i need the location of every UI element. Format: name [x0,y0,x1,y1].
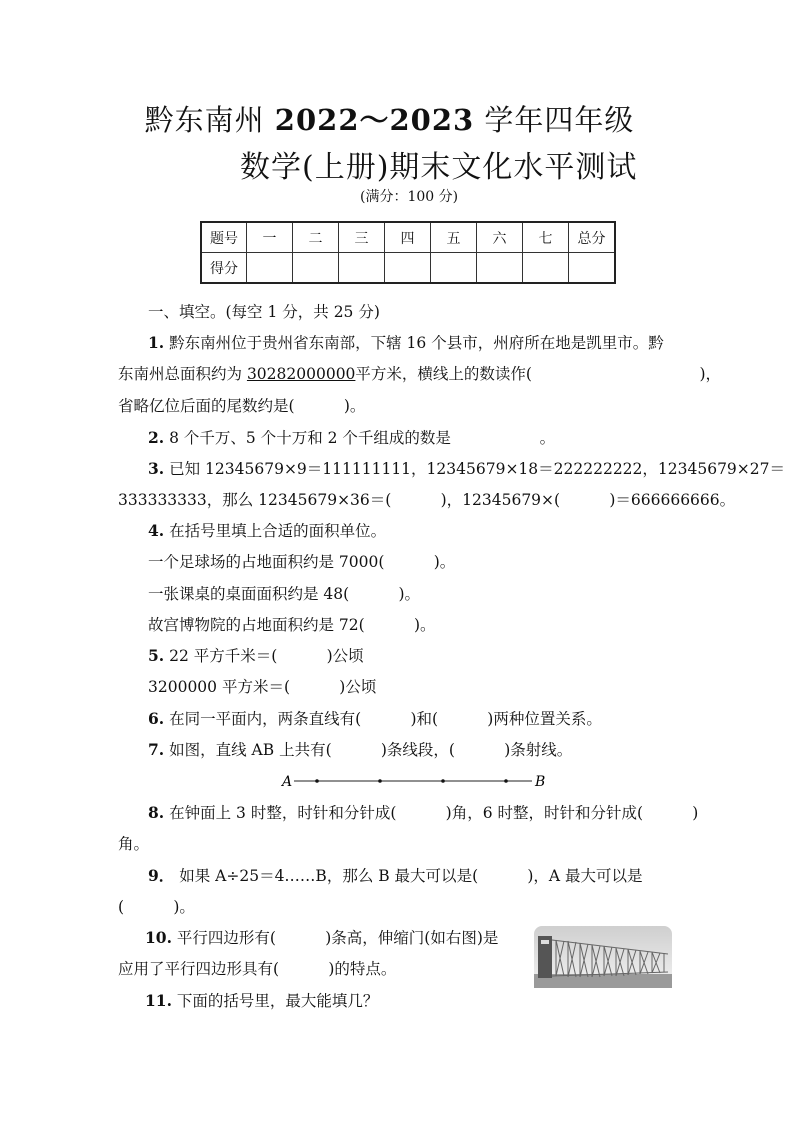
q10-number: 10. [145,928,172,947]
q4-item-desk: 一张课桌的桌面面积约是 48( )。 [148,585,421,603]
score-table-header-label: 题号 [201,222,247,253]
q2-number: 2. [148,428,165,447]
q1-text2-pre: 东南州总面积约为 [118,365,247,383]
point-b-label: B [535,774,546,790]
line-ab-svg [280,772,550,792]
q10-line2: 应用了平行四边形具有( )的特点。 [118,960,397,978]
q3-line1 [148,457,785,479]
q1-number: 1. [148,333,165,352]
line-ab-diagram [280,772,550,792]
q1-text2-post: 平方米，横线上的数读作( )， [355,365,722,383]
q11-text: 下面的括号里，最大能填几？ [176,992,379,1010]
score-cell[interactable] [385,253,431,284]
point-a-label: A [282,774,293,790]
q8-line2: 角。 [118,835,150,853]
q3-text: 已知 12345679×9＝111111111，12345679×18＝222222222，12345679×27＝ [169,460,786,478]
q6-text: 在同一平面内，两条直线有( )和( )两种位置关系。 [169,710,602,728]
q11-number: 11. [145,991,172,1010]
q9-line2: ( )。 [118,898,195,916]
score-col-5: 五 [431,222,477,253]
q7-text: 如图，直线 AB 上共有( )条线段，( )条射线。 [169,741,573,759]
section1-heading: 一、填空。(每空 1 分，共 25 分) [148,303,380,321]
q1-line1 [148,331,664,353]
q6 [148,707,602,729]
q8-number: 8. [148,803,165,822]
q5-text: 22 平方千米＝( )公顷 [169,647,364,665]
score-col-3: 三 [339,222,385,253]
point-dot [441,779,445,783]
score-col-4: 四 [385,222,431,253]
q9-text: 如果 A÷25＝4……B，那么 B 最大可以是( )，A 最大可以是 [179,867,643,885]
q7 [148,738,572,760]
telescopic-gate-image [534,926,672,988]
point-dot [504,779,508,783]
point-dot [378,779,382,783]
q4-item-football: 一个足球场的占地面积约是 7000( )。 [148,553,456,571]
title-years: 2022～2023 [274,103,475,137]
q1-text: 黔东南州位于贵州省东南部，下辖 16 个县市，州府所在地是凯里市。黔 [169,334,664,352]
q1-line3: 省略亿位后面的尾数约是( )。 [118,397,366,415]
q8-line1 [148,801,698,823]
q1-underlined-number: 30282000000 [246,365,356,383]
q9-line1 [148,864,643,886]
q9-number: 9． [148,866,175,885]
score-col-total: 总分 [569,222,616,253]
score-cell[interactable] [477,253,523,284]
q4-text: 在括号里填上合适的面积单位。 [169,522,387,540]
score-col-2: 二 [293,222,339,253]
score-col-1: 一 [247,222,293,253]
q1-line2 [118,362,721,384]
score-table-header-row [201,222,615,253]
score-cell[interactable] [247,253,293,284]
q2 [148,426,555,448]
q5-line2: 3200000 平方米＝( )公顷 [148,678,377,696]
score-table-row-label: 得分 [201,253,247,284]
q3-number: 3. [148,459,165,478]
score-cell[interactable] [523,253,569,284]
q4 [148,519,386,541]
full-score-note: (满分：100 分) [360,189,459,205]
score-col-7: 七 [523,222,569,253]
q5-number: 5. [148,646,165,665]
exam-title-line1 [0,98,794,139]
q4-item-museum: 故宫博物院的占地面积约是 72( )。 [148,616,436,634]
score-table [200,221,616,284]
q7-number: 7. [148,740,165,759]
q10-line1 [145,926,498,948]
q11 [145,989,378,1011]
score-cell[interactable] [293,253,339,284]
score-table-score-row [201,253,615,284]
score-col-6: 六 [477,222,523,253]
point-dot [315,779,319,783]
q10-text: 平行四边形有( )条高，伸缩门(如右图)是 [176,929,499,947]
title-region: 黔东南州 [144,103,275,137]
q5-line1 [148,644,364,666]
score-cell[interactable] [339,253,385,284]
title-grade: 学年四年级 [474,103,635,137]
q2-text: 8 个千万、5 个十万和 2 个千组成的数是 。 [169,429,556,447]
q4-number: 4. [148,521,165,540]
q8-text: 在钟面上 3 时整，时针和分针成( )角，6 时整，时针和分针成( ) [169,804,699,822]
score-cell[interactable] [431,253,477,284]
score-cell[interactable] [569,253,616,284]
q6-number: 6. [148,709,165,728]
q3-line2: 333333333，那么 12345679×36＝( )，12345679×( )＝666666666。 [118,491,736,509]
telescopic-gate-svg [534,926,672,988]
exam-title-line2: 数学(上册)期末文化水平测试 [240,150,638,185]
